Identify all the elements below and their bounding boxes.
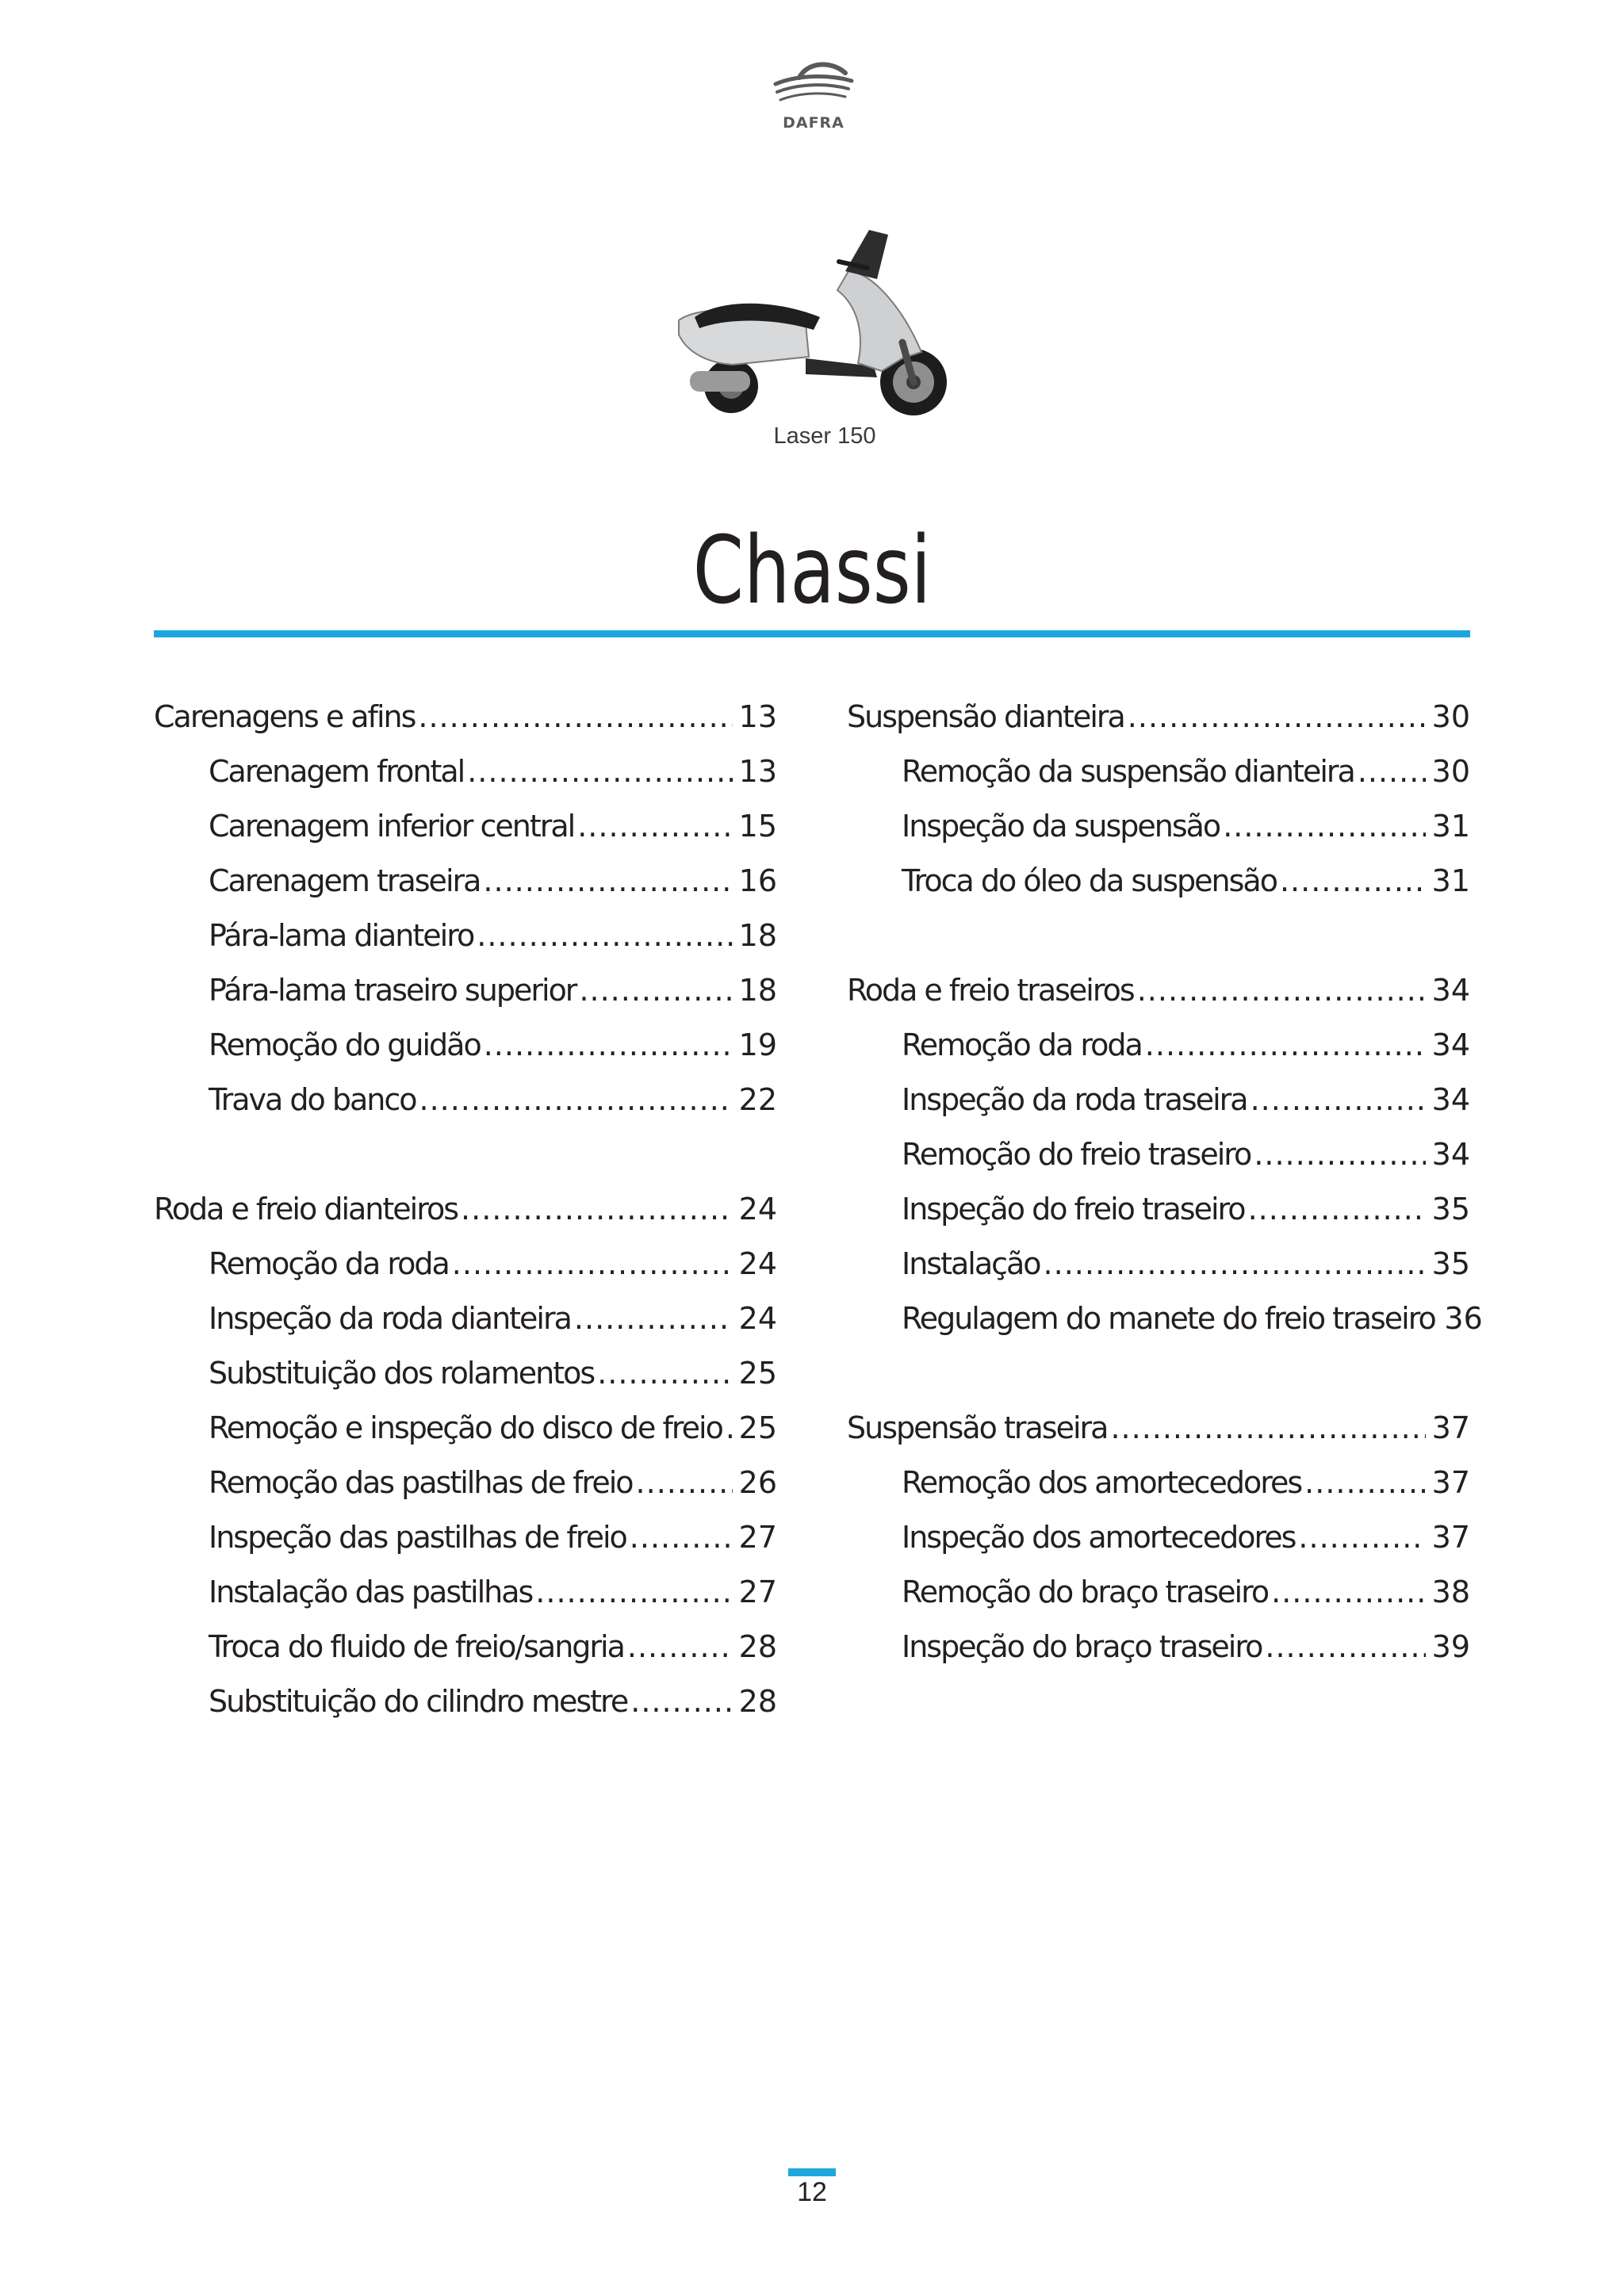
toc-entry-label: Remoção da suspensão dianteira bbox=[902, 754, 1354, 789]
toc-leader-dots bbox=[636, 1460, 733, 1505]
toc-entry-page: 19 bbox=[738, 1027, 777, 1062]
toc-entry[interactable] bbox=[154, 804, 777, 859]
toc-entry-page: 22 bbox=[738, 1082, 777, 1117]
toc-entry-page: 28 bbox=[738, 1684, 777, 1719]
toc-leader-dots bbox=[484, 1023, 733, 1067]
toc-entry-label: Inspeção da roda dianteira bbox=[209, 1301, 571, 1336]
toc-leader-dots bbox=[1044, 1242, 1426, 1286]
toc-column-right bbox=[847, 695, 1483, 1679]
product-caption: Laser 150 bbox=[773, 423, 876, 449]
toc-entry-label: Inspeção da suspensão bbox=[902, 809, 1220, 844]
toc-entry[interactable] bbox=[154, 968, 777, 1023]
toc-entry-page: 25 bbox=[738, 1410, 777, 1445]
toc-entry[interactable] bbox=[154, 1296, 777, 1351]
toc-leader-dots bbox=[1223, 804, 1426, 848]
toc-leader-dots bbox=[483, 859, 733, 903]
toc-leader-dots bbox=[419, 1077, 733, 1122]
toc-leader-dots bbox=[477, 913, 733, 958]
toc-entry-label: Pára-lama dianteiro bbox=[209, 918, 474, 953]
scooter-illustration bbox=[650, 224, 967, 422]
toc-entry[interactable] bbox=[847, 804, 1470, 859]
toc-entry-label: Remoção do freio traseiro bbox=[902, 1137, 1251, 1172]
toc-leader-dots bbox=[535, 1570, 733, 1614]
toc-entry[interactable] bbox=[154, 1515, 777, 1570]
scooter-icon bbox=[650, 224, 967, 422]
toc-leader-dots bbox=[1110, 1406, 1426, 1450]
toc-entry-label: Troca do fluido de freio/sangria bbox=[209, 1629, 624, 1664]
toc-entry[interactable] bbox=[847, 1023, 1470, 1077]
toc-leader-dots bbox=[579, 968, 733, 1012]
toc-entry-label: Carenagem frontal bbox=[209, 754, 465, 789]
toc-leader-dots bbox=[1265, 1624, 1426, 1669]
toc-entry-page: 25 bbox=[738, 1356, 777, 1391]
toc-leader-dots bbox=[1145, 1023, 1426, 1067]
page-number-marker bbox=[788, 2168, 836, 2176]
toc-entry[interactable] bbox=[154, 1023, 777, 1077]
toc-entry-label: Roda e freio traseiros bbox=[847, 973, 1134, 1008]
toc-entry-label: Inspeção da roda traseira bbox=[902, 1082, 1247, 1117]
toc-entry[interactable] bbox=[847, 1624, 1470, 1679]
toc-entry[interactable] bbox=[847, 859, 1470, 913]
toc-entry-page: 30 bbox=[1431, 699, 1470, 734]
toc-entry[interactable] bbox=[847, 1296, 1483, 1351]
toc-entry-label: Carenagem inferior central bbox=[209, 809, 575, 844]
toc-entry[interactable] bbox=[847, 1570, 1470, 1624]
toc-leader-dots bbox=[574, 1296, 733, 1341]
toc-entry[interactable] bbox=[154, 749, 777, 804]
toc-entry-page: 24 bbox=[738, 1301, 777, 1336]
toc-leader-dots bbox=[1358, 749, 1426, 794]
toc-entry-page: 24 bbox=[738, 1246, 777, 1281]
toc-entry-label: Suspensão traseira bbox=[847, 1410, 1108, 1445]
toc-entry-page: 31 bbox=[1431, 863, 1470, 898]
toc-leader-dots bbox=[1298, 1515, 1426, 1559]
toc-entry[interactable] bbox=[154, 913, 777, 968]
toc-leader-dots bbox=[630, 1679, 733, 1724]
toc-leader-dots bbox=[461, 1187, 733, 1231]
title-rule bbox=[154, 630, 1470, 637]
toc-leader-dots bbox=[1137, 968, 1426, 1012]
toc-leader-dots bbox=[627, 1624, 733, 1669]
toc-entry-page: 39 bbox=[1431, 1629, 1470, 1664]
toc-leader-dots bbox=[577, 804, 733, 848]
toc-entry[interactable] bbox=[847, 1077, 1470, 1132]
toc-entry-page: 35 bbox=[1431, 1246, 1470, 1281]
toc-entry[interactable] bbox=[847, 695, 1470, 749]
toc-entry[interactable] bbox=[847, 1187, 1470, 1242]
toc-entry-label: Remoção do braço traseiro bbox=[902, 1575, 1269, 1609]
section-title: Chassi bbox=[692, 515, 932, 625]
toc-entry-page: 34 bbox=[1431, 1137, 1470, 1172]
toc-entry[interactable] bbox=[154, 1679, 777, 1734]
toc-column-left bbox=[154, 695, 777, 1734]
toc-leader-dots bbox=[1304, 1460, 1426, 1505]
toc-leader-dots bbox=[597, 1351, 733, 1395]
toc-leader-dots bbox=[452, 1242, 733, 1286]
toc-entry-page: 16 bbox=[738, 863, 777, 898]
toc-entry-label: Remoção da roda bbox=[902, 1027, 1142, 1062]
toc-entry-page: 28 bbox=[738, 1629, 777, 1664]
toc-leader-dots bbox=[1251, 1077, 1426, 1122]
toc-entry-label: Remoção e inspeção do disco de freio bbox=[209, 1410, 722, 1445]
toc-entry-page: 13 bbox=[738, 699, 777, 734]
toc-entry-label: Trava do banco bbox=[209, 1082, 416, 1117]
toc-entry-label: Roda e freio dianteiros bbox=[154, 1192, 458, 1226]
toc-leader-dots bbox=[1248, 1187, 1426, 1231]
toc-entry[interactable] bbox=[847, 1242, 1470, 1296]
toc-entry-label: Inspeção do braço traseiro bbox=[902, 1629, 1262, 1664]
toc-entry-page: 37 bbox=[1431, 1410, 1470, 1445]
page-number: 12 bbox=[797, 2177, 827, 2207]
toc-entry[interactable] bbox=[154, 1460, 777, 1515]
toc-entry-page: 13 bbox=[738, 754, 777, 789]
toc-entry[interactable] bbox=[154, 1077, 777, 1132]
toc-entry[interactable] bbox=[154, 1406, 777, 1460]
toc-entry-page: 27 bbox=[738, 1520, 777, 1555]
toc-entry[interactable] bbox=[847, 1460, 1470, 1515]
toc-entry-label: Troca do óleo da suspensão bbox=[902, 863, 1277, 898]
toc-entry-page: 36 bbox=[1444, 1301, 1483, 1336]
toc-entry[interactable] bbox=[847, 1132, 1470, 1187]
toc-entry-page: 34 bbox=[1431, 1027, 1470, 1062]
toc-entry-label: Inspeção das pastilhas de freio bbox=[209, 1520, 626, 1555]
toc-entry-label: Remoção do guidão bbox=[209, 1027, 481, 1062]
toc-entry[interactable] bbox=[154, 1187, 777, 1242]
toc-entry[interactable] bbox=[154, 1624, 777, 1679]
toc-entry-page: 15 bbox=[738, 809, 777, 844]
toc-entry-label: Carenagem traseira bbox=[209, 863, 481, 898]
toc-leader-dots bbox=[1128, 695, 1426, 739]
toc-entry-label: Inspeção do freio traseiro bbox=[902, 1192, 1245, 1226]
toc-entry-label: Pára-lama traseiro superior bbox=[209, 973, 576, 1008]
toc-entry-page: 35 bbox=[1431, 1192, 1470, 1226]
toc-leader-dots bbox=[726, 1406, 733, 1450]
toc-entry[interactable] bbox=[847, 968, 1470, 1023]
toc-entry[interactable] bbox=[154, 859, 777, 913]
toc-entry-label: Instalação das pastilhas bbox=[209, 1575, 533, 1609]
toc-entry[interactable] bbox=[154, 1242, 777, 1296]
toc-entry-label: Suspensão dianteira bbox=[847, 699, 1124, 734]
toc-entry[interactable] bbox=[847, 749, 1470, 804]
toc-leader-dots bbox=[1280, 859, 1426, 903]
toc-entry-page: 30 bbox=[1431, 754, 1470, 789]
toc-entry-label: Remoção dos amortecedores bbox=[902, 1465, 1302, 1500]
toc-leader-dots bbox=[630, 1515, 733, 1559]
dafra-logo-icon bbox=[769, 57, 858, 113]
toc-leader-dots bbox=[1254, 1132, 1426, 1177]
toc-leader-dots bbox=[1271, 1570, 1426, 1614]
toc-entry-page: 18 bbox=[738, 918, 777, 953]
toc-entry-label: Substituição dos rolamentos bbox=[209, 1356, 595, 1391]
toc-entry[interactable] bbox=[847, 1406, 1470, 1460]
toc-entry-page: 38 bbox=[1431, 1575, 1470, 1609]
toc-entry-label: Instalação bbox=[902, 1246, 1040, 1281]
toc-entry-label: Regulagem do manete do freio traseiro bbox=[902, 1301, 1435, 1336]
toc-entry-page: 37 bbox=[1431, 1520, 1470, 1555]
toc-entry-label: Substituição do cilindro mestre bbox=[209, 1684, 628, 1719]
toc-entry-page: 34 bbox=[1431, 973, 1470, 1008]
dafra-logo bbox=[769, 57, 858, 136]
toc-leader-dots bbox=[467, 749, 733, 794]
toc-entry[interactable] bbox=[154, 695, 777, 749]
toc-entry-page: 26 bbox=[738, 1465, 777, 1500]
toc-entry-page: 34 bbox=[1431, 1082, 1470, 1117]
toc-entry[interactable] bbox=[847, 1515, 1470, 1570]
toc-entry-label: Remoção das pastilhas de freio bbox=[209, 1465, 633, 1500]
toc-leader-dots bbox=[418, 695, 733, 739]
toc-entry-label: Remoção da roda bbox=[209, 1246, 449, 1281]
toc-entry-page: 37 bbox=[1431, 1465, 1470, 1500]
toc-entry-page: 18 bbox=[738, 973, 777, 1008]
toc-entry-page: 27 bbox=[738, 1575, 777, 1609]
toc-entry-page: 24 bbox=[738, 1192, 777, 1226]
logo-wordmark: DAFRA bbox=[783, 114, 845, 132]
toc-entry[interactable] bbox=[154, 1570, 777, 1624]
toc-entry-label: Carenagens e afins bbox=[154, 699, 416, 734]
toc-entry-label: Inspeção dos amortecedores bbox=[902, 1520, 1296, 1555]
toc-entry-page: 31 bbox=[1431, 809, 1470, 844]
toc-entry[interactable] bbox=[154, 1351, 777, 1406]
